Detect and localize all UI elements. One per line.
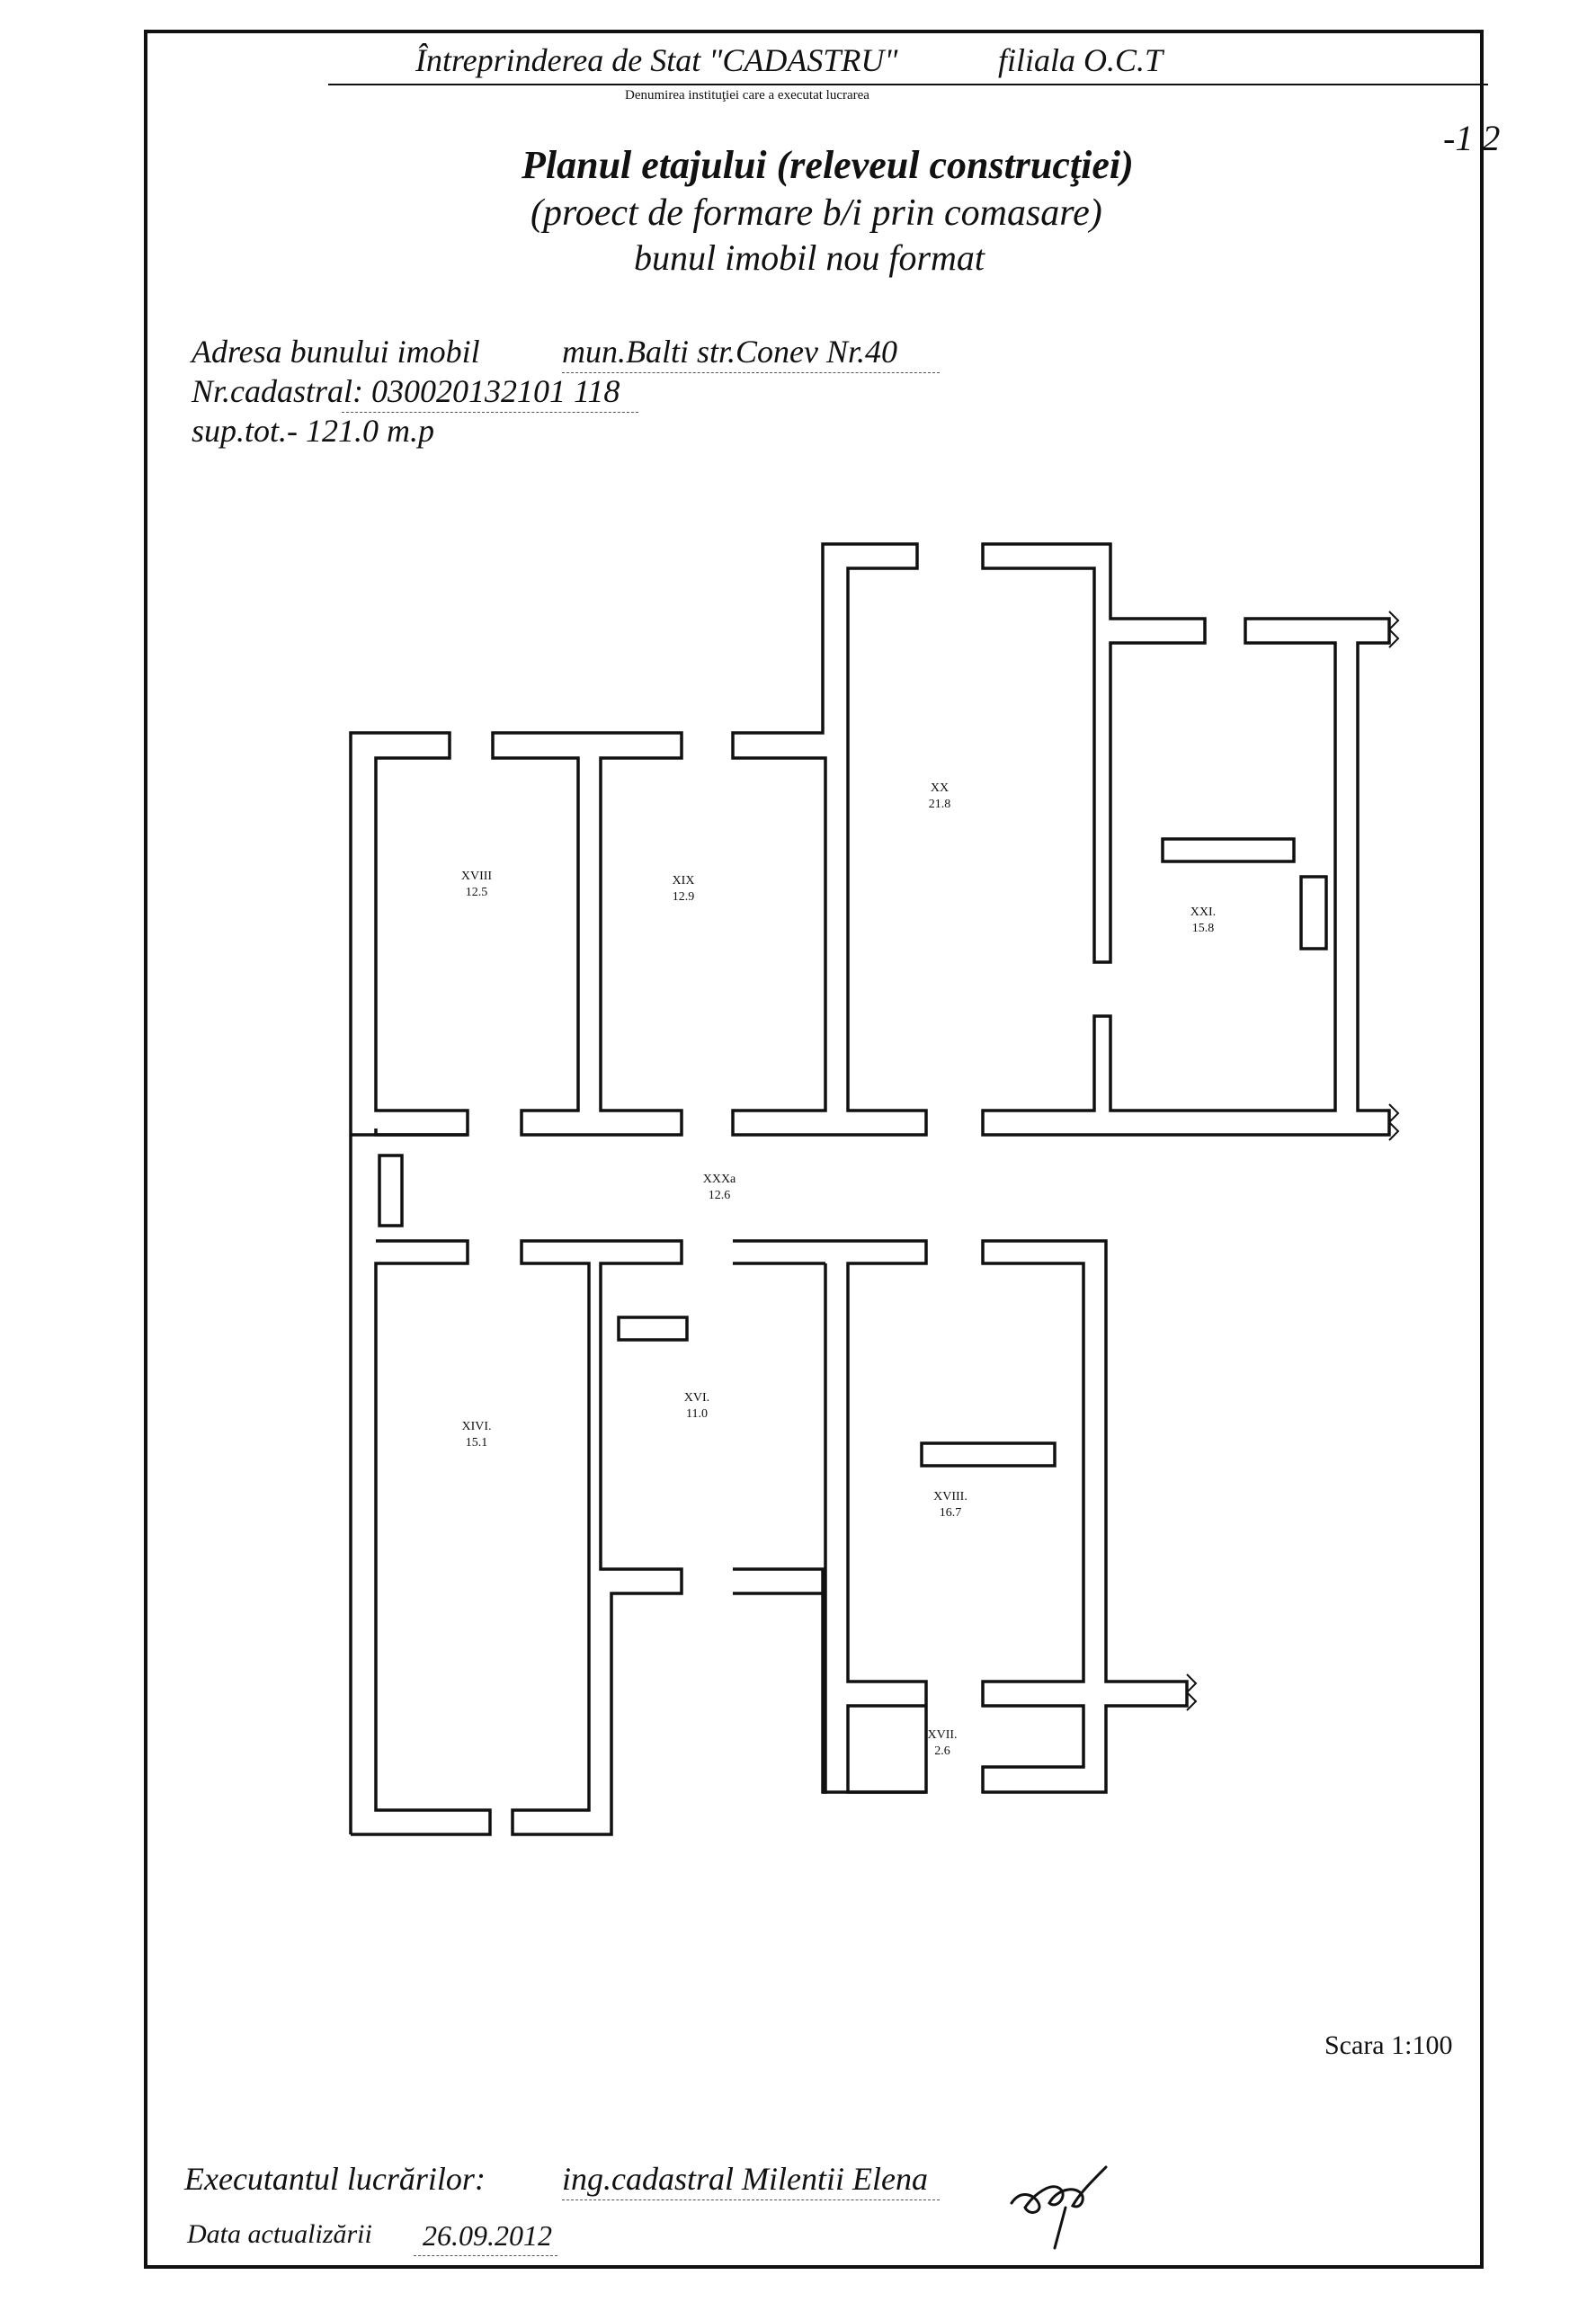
- cadastral-number: Nr.cadastral: 030020132101 118: [192, 373, 620, 409]
- wall-xviii-b-left: [733, 1263, 825, 1792]
- plan-title: Planul etajului (releveul construcţiei): [522, 143, 1134, 187]
- fixture-corridor: [379, 1155, 402, 1226]
- room-xx-area: 21.8: [928, 798, 951, 811]
- room-xix-id: XIX: [672, 874, 695, 888]
- room-xvi-id: XVI.: [683, 1391, 710, 1405]
- room-xix-area: 12.9: [672, 890, 695, 904]
- room-xviii-b-id: XVIII.: [933, 1490, 967, 1503]
- executor-underline: [562, 2199, 940, 2200]
- wall-xx: [733, 544, 926, 1135]
- fixture-xvi: [619, 1317, 687, 1340]
- fixture-xviii-b: [922, 1443, 1055, 1466]
- date-underline: [414, 2255, 557, 2256]
- room-xxi-area: 15.8: [1191, 922, 1215, 935]
- wall-xvii: [983, 1241, 1187, 1792]
- wall-xviii-xix-top: [493, 733, 682, 1135]
- fixture-xxi-h: [1163, 839, 1294, 861]
- plan-subtitle: (proect de formare b/i prin comasare): [531, 192, 1102, 234]
- room-xivi-area: 15.1: [465, 1436, 488, 1450]
- organization-name: Întreprinderea de Stat "CADASTRU": [415, 42, 898, 78]
- room-xxxa-area: 12.6: [708, 1189, 731, 1202]
- address-value: mun.Balti str.Conev Nr.40: [562, 334, 898, 370]
- total-area: sup.tot.- 121.0 m.p: [192, 413, 434, 449]
- signature: [1003, 2154, 1119, 2253]
- wall-corridor-mid: [351, 1241, 490, 1834]
- plan-subtitle-2: bunul imobil nou format: [634, 237, 985, 278]
- room-xvi-area: 11.0: [686, 1407, 708, 1421]
- executor-value: ing.cadastral Milentii Elena: [562, 2161, 928, 2197]
- room-xxxa-id: XXXa: [702, 1173, 736, 1186]
- wall-xxi-top: [983, 619, 1389, 1135]
- date-label: Data actualizării: [187, 2219, 372, 2249]
- room-xviii-area: 12.5: [465, 886, 488, 899]
- room-xviii-id: XVIII: [460, 870, 493, 883]
- executor-label: Executantul lucrărilor:: [184, 2161, 486, 2197]
- address-label: Adresa bunului imobil: [192, 334, 480, 370]
- branch-name: filiala O.C.T: [998, 42, 1164, 78]
- wall-xviii-b-bottom: [733, 1593, 926, 1792]
- room-xviii-b-area: 16.7: [939, 1506, 962, 1520]
- fixture-xxi-v: [1301, 877, 1326, 949]
- wall-xviii-b: [733, 1241, 926, 1792]
- room-xx-id: XX: [930, 781, 950, 795]
- room-xxi-id: XXI.: [1190, 906, 1217, 919]
- plan-scale: Scara 1:100: [1324, 2030, 1453, 2060]
- room-xvii-id: XVII.: [927, 1728, 958, 1742]
- date-value: 26.09.2012: [423, 2219, 552, 2252]
- wall-xviii: [351, 733, 468, 1834]
- institution-caption: Denumirea instituţiei care a executat lucrarea: [625, 88, 869, 103]
- room-xivi-id: XIVI.: [461, 1420, 492, 1433]
- wall-xx-right: [983, 544, 1205, 962]
- sheet-mark: -1 2: [1443, 118, 1501, 158]
- wall-xvi: [513, 1241, 682, 1834]
- room-xvii-area: 2.6: [934, 1744, 950, 1758]
